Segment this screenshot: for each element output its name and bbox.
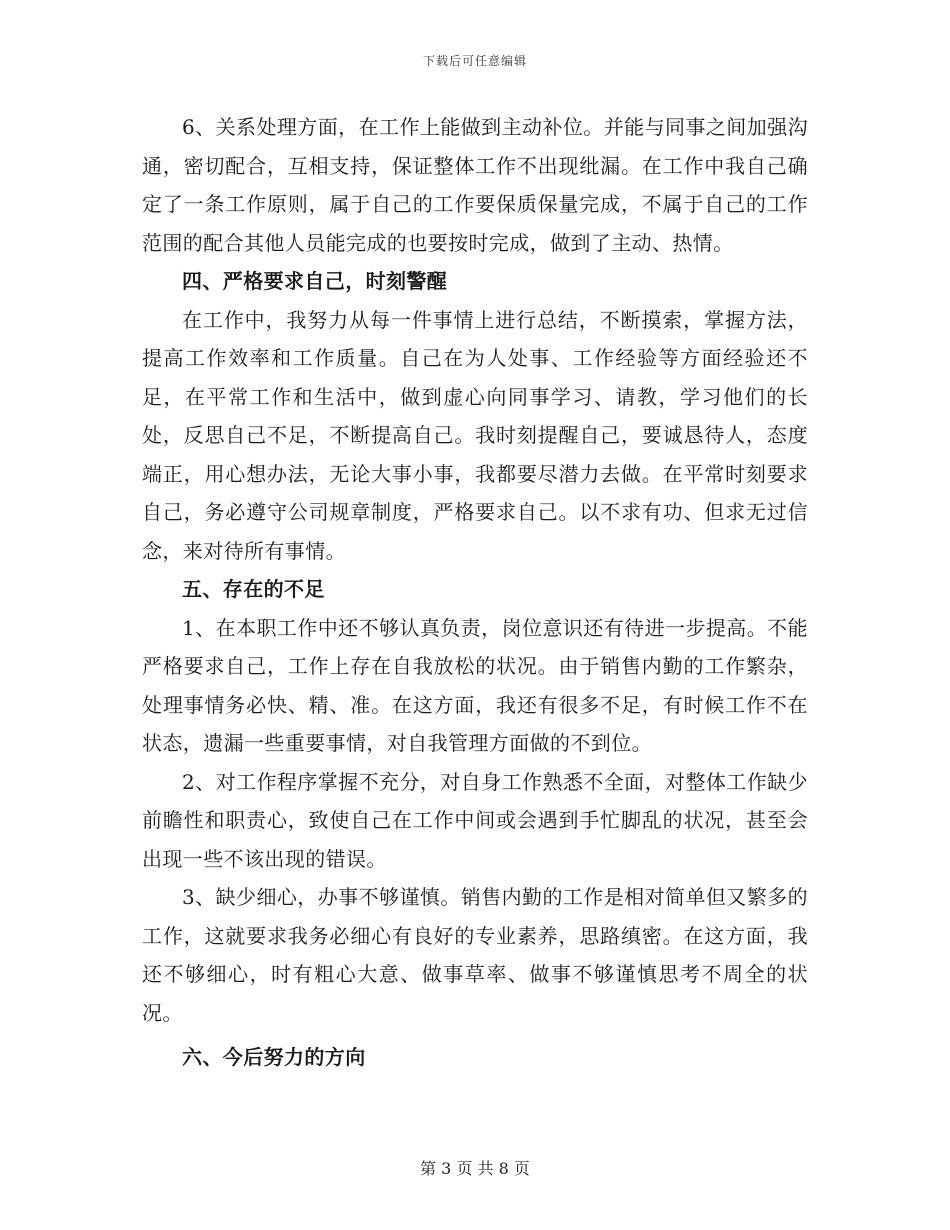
paragraph-shortcoming-1: 1、在本职工作中还不够认真负责，岗位意识还有待进一步提高。不能严格要求自己，工作上存在自我放松的状况。由于销售内勤的工作繁杂，处理事情务必快、精、准。在这方面，我还有很多不足，有时候工作不在状态，遗漏一些重要事情，对自我管理方面做的不到位。 <box>142 615 808 755</box>
document-body <box>142 108 808 1077</box>
paragraph-shortcoming-2: 2、对工作程序掌握不充分，对自身工作熟悉不全面，对整体工作缺少前瞻性和职责心，致使自己在工作中间或会遇到手忙脚乱的状况，甚至会出现一些不该出现的错误。 <box>142 769 808 871</box>
section-heading-6: 六、今后努力的方向 <box>182 1045 366 1069</box>
paragraph-relationship-handling: 6、关系处理方面，在工作上能做到主动补位。并能与同事之间加强沟通，密切配合，互相支持，保证整体工作不出现纰漏。在工作中我自己确定了一条工作原则，属于自己的工作要保质保量完成，不属于自己的工作范围的配合其他人员能完成的也要按时完成，做到了主动、热情。 <box>142 115 808 255</box>
paragraph-strict-self-requirements: 在工作中，我努力从每一件事情上进行总结，不断摸索，掌握方法，提高工作效率和工作质量。自己在为人处事、工作经验等方面经验还不足，在平常工作和生活中，做到虚心向同事学习、请教，学习他们的长处，反思自己不足，不断提高自己。我时刻提醒自己，要诚恳待人，态度端正，用心想办法，无论大事小事，我都要尽潜力去做。在平常时刻要求自己，务必遵守公司规章制度，严格要求自己。以不求有功、但求无过信念，来对待所有事情。 <box>142 307 808 563</box>
page-header: 下载后可任意编辑 <box>422 54 527 68</box>
paragraph-shortcoming-3: 3、缺少细心，办事不够谨慎。销售内勤的工作是相对简单但又繁多的工作，这就要求我务必细心有良好的专业素养，思路缜密。在这方面，我还不够细心，时有粗心大意、做事草率、做事不够谨慎思考不周全的状况。 <box>142 885 808 1025</box>
page-footer: 第 3 页 共 8 页 <box>420 1159 530 1178</box>
section-heading-5: 五、存在的不足 <box>182 577 325 601</box>
section-heading-4: 四、严格要求自己，时刻警醒 <box>182 269 448 293</box>
